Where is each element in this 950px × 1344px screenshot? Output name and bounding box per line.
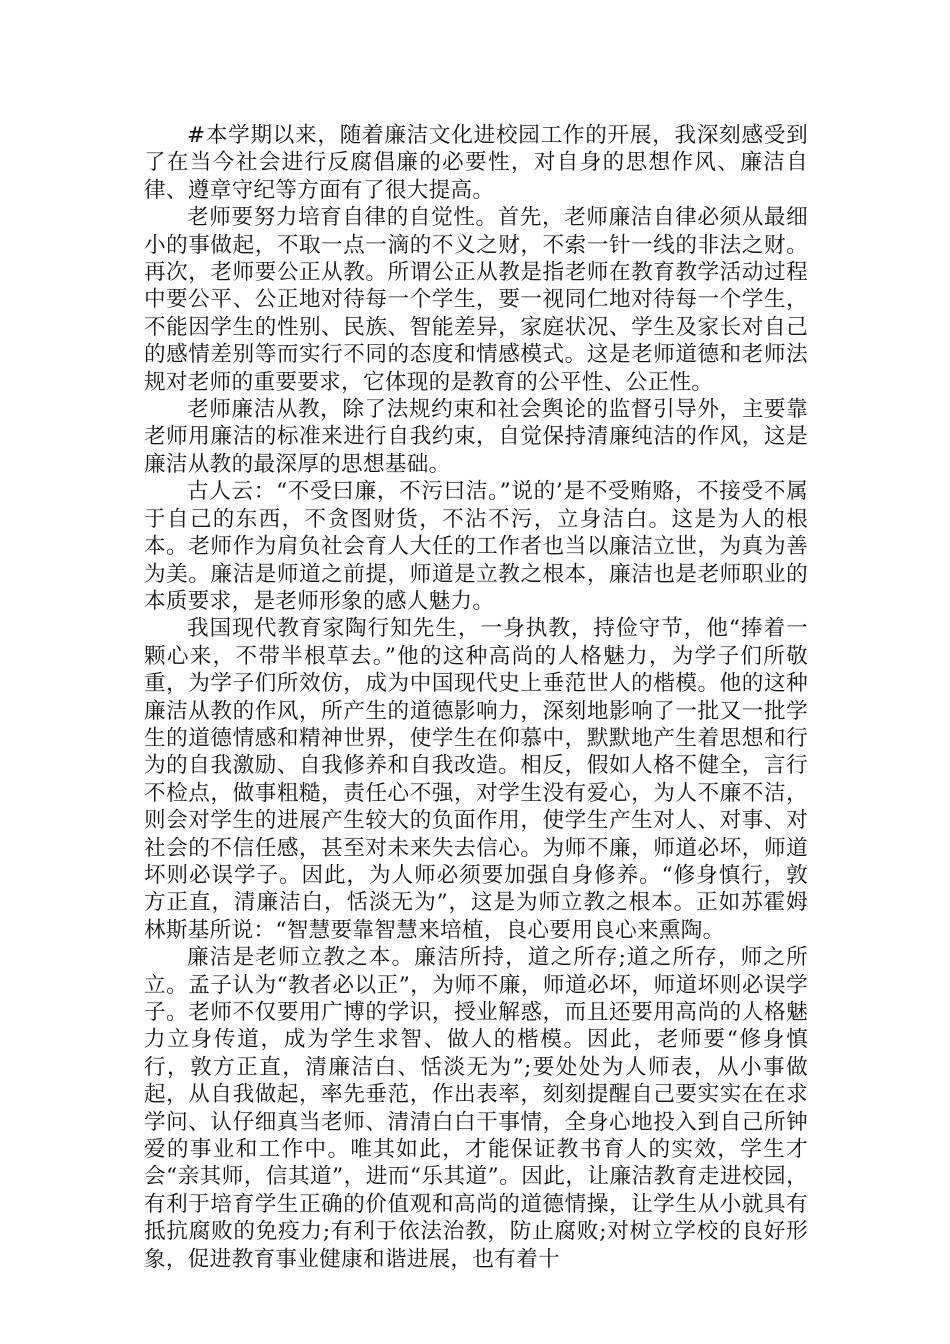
document-body [144,122,808,1273]
paragraph-3: 老师廉洁从教，除了法规约束和社会舆论的监督引导外，主要靠老师用廉洁的标准来进行自我约束，自觉保持清廉纯洁的作风，这是廉洁从教的最深厚的思想基础。 [144,397,808,477]
paragraph-2: 老师要努力培育自律的自觉性。首先，老师廉洁自律必须从最细小的事做起，不取一点一滴的不义之财，不索一针一线的非法之财。再次，老师要公正从教。所谓公正从教是指老师在教育教学活动过程中要公平、公正地对待每一个学生，要一视同仁地对待每一个学生，不能因学生的性别、民族、智能差异，家庭状况、学生及家长对自己的感情差别等而实行不同的态度和情感模式。这是老师道德和老师法规对老师的重要要求，它体现的是教育的公平性、公正性。 [144,205,808,395]
paragraph-5: 我国现代教育家陶行知先生，一身执教，持俭守节，他“捧着一颗心来，不带半根草去。”他的这种高尚的人格魅力，为学子们所敬重，为学子们所效仿，成为中国现代史上垂范世人的楷模。他的这种廉洁从教的作风，所产生的道德影响力，深刻地影响了一批又一批学生的道德情感和精神世界，使学生在仰慕中，默默地产生着思想和行为的自我激励、自我修养和自我改造。相反，假如人格不健全，言行不检点，做事粗糙，责任心不强，对学生没有爱心，为人不廉不洁，则会对学生的进展产生较大的负面作用，使学生产生对人、对事、对社会的不信任感，甚至对未来失去信心。为师不廉，师道必坏，师道坏则必误学子。因此，为人师必须要加强自身修养。“修身慎行，敦方正直，清廉洁白，恬淡无为”，这是为师立教之根本。正如苏霍姆林斯基所说：“智慧要靠智慧来培植，良心要用良心来熏陶。 [144,616,808,943]
paragraph-4: 古人云：“不受曰廉，不污曰洁。”说的’是不受贿赂，不接受不属于自己的东西，不贪图财货，不沾不污，立身洁白。这是为人的根本。老师作为肩负社会育人大任的工作者也当以廉洁立世，为真为善为美。廉洁是师道之前提，师道是立教之根本，廉洁也是老师职业的本质要求，是老师形象的感人魅力。 [144,479,808,614]
paragraph-6: 廉洁是老师立教之本。廉洁所持，道之所存;道之所存，师之所立。孟子认为“教者必以正”，为师不廉，师道必坏，师道坏则必误学子。老师不仅要用广博的学识，授业解惑，而且还要用高尚的人格魅力立身传道，成为学生求智、做人的楷模。因此，老师要“修身慎行，敦方正直，清廉洁白、恬淡无为”;要处处为人师表，从小事做起，从自我做起，率先垂范，作出表率，刻刻提醒自己要实实在在求学问、认仔细真当老师、清清白白干事情，全身心地投入到自己所钟爱的事业和工作中。唯其如此，才能保证教书育人的实效，学生才会“亲其师，信其道”，进而“乐其道”。因此，让廉洁教育走进校园，有利于培育学生正确的价值观和高尚的道德情操，让学生从小就具有抵抗腐败的免疫力;有利于依法治教，防止腐败;对树立学校的良好形象，促进教育事业健康和谐进展，也有着十 [144,945,808,1272]
paragraph-1: #本学期以来，随着廉洁文化进校园工作的开展，我深刻感受到了在当今社会进行反腐倡廉的必要性，对自身的思想作风、廉洁自律、遵章守纪等方面有了很大提高。 [144,123,808,203]
